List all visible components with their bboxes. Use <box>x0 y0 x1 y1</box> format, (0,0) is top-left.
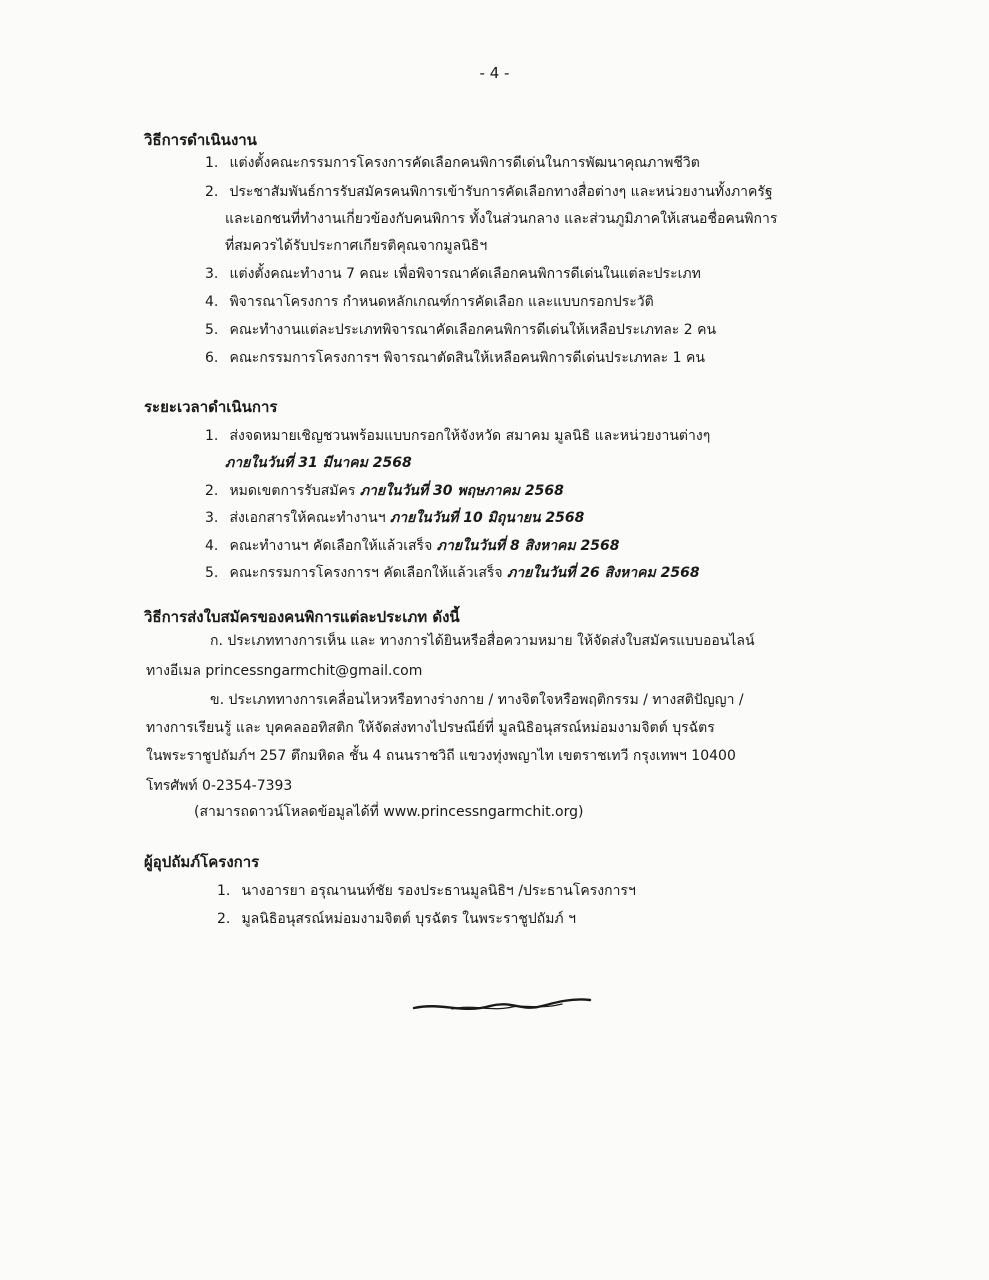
item-number: 2. <box>217 911 231 927</box>
item-text: นางอารยา อรุณานนท์ชัย รองประธานมูลนิธิฯ /ประธานโครงการฯ <box>241 883 636 899</box>
submission-para-a-line1: ก. ประเภททางการเห็น และ ทางการได้ยินหรือสื่อความหมาย ให้จัดส่งใบสมัครแบบออนไลน์ <box>210 633 755 649</box>
item-text: พิจารณาโครงการ กำหนดหลักเกณฑ์การคัดเลือก และแบบกรอกประวัติ <box>229 294 654 310</box>
page-number: - 4 - <box>479 64 510 82</box>
item-text: คณะทำงานฯ คัดเลือกให้แล้วเสร็จ <box>229 538 437 554</box>
item-text: ส่งจดหมายเชิญชวนพร้อมแบบกรอกให้จังหวัด สมาคม มูลนิธิ และหน่วยงานต่างๆ <box>229 428 711 444</box>
item-text: มูลนิธิอนุสรณ์หม่อมงามจิตต์ บุรฉัตร ในพระราชูปถัมภ์ ฯ <box>241 911 576 927</box>
item-text: คณะกรรมการโครงการฯ พิจารณาตัดสินให้เหลือคนพิการดีเด่นประเภทละ 1 คน <box>229 350 705 366</box>
item-number: 2. <box>205 184 219 200</box>
item-deadline: ภายในวันที่ 10 มิถุนายน 2568 <box>390 510 585 526</box>
item-number: 3. <box>205 266 219 282</box>
item-number: 5. <box>205 322 219 338</box>
operation-item-2-cont1: และเอกชนที่ทำงานเกี่ยวข้องกับคนพิการ ทั้งในส่วนกลาง และส่วนภูมิภาคให้เสนอชื่อคนพิการ <box>225 211 778 227</box>
operation-item-3 <box>205 264 701 284</box>
operation-item-2-cont2: ที่สมควรได้รับประกาศเกียรติคุณจากมูลนิธิฯ <box>225 238 488 254</box>
submission-para-b-line1: ข. ประเภททางการเคลื่อนไหวหรือทางร่างกาย / ทางจิตใจหรือพฤติกรรม / ทางสติปัญญา / <box>210 692 744 708</box>
item-number: 3. <box>205 510 219 526</box>
flourish-ornament-icon <box>412 992 592 1018</box>
item-text: หมดเขตการรับสมัคร <box>229 483 360 499</box>
operation-item-5 <box>205 320 716 340</box>
download-note: (สามารถดาวน์โหลดข้อมูลได้ที่ www.princessngarmchit.org) <box>194 804 584 820</box>
item-number: 6. <box>205 350 219 366</box>
item-number: 1. <box>217 883 231 899</box>
item-text: ประชาสัมพันธ์การรับสมัครคนพิการเข้ารับการคัดเลือกทางสื่อต่างๆ และหน่วยงานทั้งภาครัฐ <box>229 184 773 200</box>
timeline-item-1 <box>205 426 710 446</box>
operation-item-4 <box>205 292 654 312</box>
item-number: 1. <box>205 428 219 444</box>
operation-item-2 <box>205 182 773 202</box>
heading-operation: วิธีการดำเนินงาน <box>144 131 257 149</box>
item-number: 1. <box>205 155 219 171</box>
submission-para-b-line3: ในพระราชูปถัมภ์ฯ 257 ตึกมหิดล ชั้น 4 ถนนราชวิถี แขวงทุ่งพญาไท เขตราชเทวี กรุงเทพฯ 10400 <box>146 748 736 764</box>
timeline-item-4 <box>205 536 620 556</box>
item-text: คณะทำงานแต่ละประเภทพิจารณาคัดเลือกคนพิการดีเด่นให้เหลือประเภทละ 2 คน <box>229 322 717 338</box>
submission-para-b-line2: ทางการเรียนรู้ และ บุคคลออทิสติก ให้จัดส่งทางไปรษณีย์ที่ มูลนิธิอนุสรณ์หม่อมงามจิตต์ บุรฉัตร <box>146 720 715 736</box>
sponsor-item-2 <box>217 909 576 929</box>
item-number: 4. <box>205 294 219 310</box>
item-deadline: ภายในวันที่ 8 สิงหาคม 2568 <box>436 538 620 554</box>
heading-timeline: ระยะเวลาดำเนินการ <box>144 398 278 416</box>
item-text: คณะกรรมการโครงการฯ คัดเลือกให้แล้วเสร็จ <box>229 565 508 581</box>
item-number: 2. <box>205 483 219 499</box>
timeline-item-5 <box>205 563 700 583</box>
item-deadline: ภายในวันที่ 26 สิงหาคม 2568 <box>507 565 700 581</box>
timeline-item-2 <box>205 481 564 501</box>
item-number: 4. <box>205 538 219 554</box>
operation-item-6 <box>205 348 705 368</box>
item-text: แต่งตั้งคณะทำงาน 7 คณะ เพื่อพิจารณาคัดเลือกคนพิการดีเด่นในแต่ละประเภท <box>229 266 701 282</box>
submission-para-a-line2: ทางอีเมล princessngarmchit@gmail.com <box>146 663 423 679</box>
timeline-item-1-deadline: ภายในวันที่ 31 มีนาคม 2568 <box>225 455 412 471</box>
item-number: 5. <box>205 565 219 581</box>
item-text: แต่งตั้งคณะกรรมการโครงการคัดเลือกคนพิการดีเด่นในการพัฒนาคุณภาพชีวิต <box>229 155 700 171</box>
item-text: ส่งเอกสารให้คณะทำงานฯ <box>229 510 391 526</box>
sponsor-item-1 <box>217 881 636 901</box>
heading-submission: วิธีการส่งใบสมัครของคนพิการแต่ละประเภท ดังนี้ <box>144 608 460 626</box>
heading-sponsors: ผู้อุปถัมภ์โครงการ <box>144 853 260 871</box>
submission-para-b-line4: โทรศัพท์ 0-2354-7393 <box>146 778 293 794</box>
timeline-item-3 <box>205 508 584 528</box>
item-deadline: ภายในวันที่ 30 พฤษภาคม 2568 <box>359 483 564 499</box>
operation-item-1 <box>205 153 700 173</box>
